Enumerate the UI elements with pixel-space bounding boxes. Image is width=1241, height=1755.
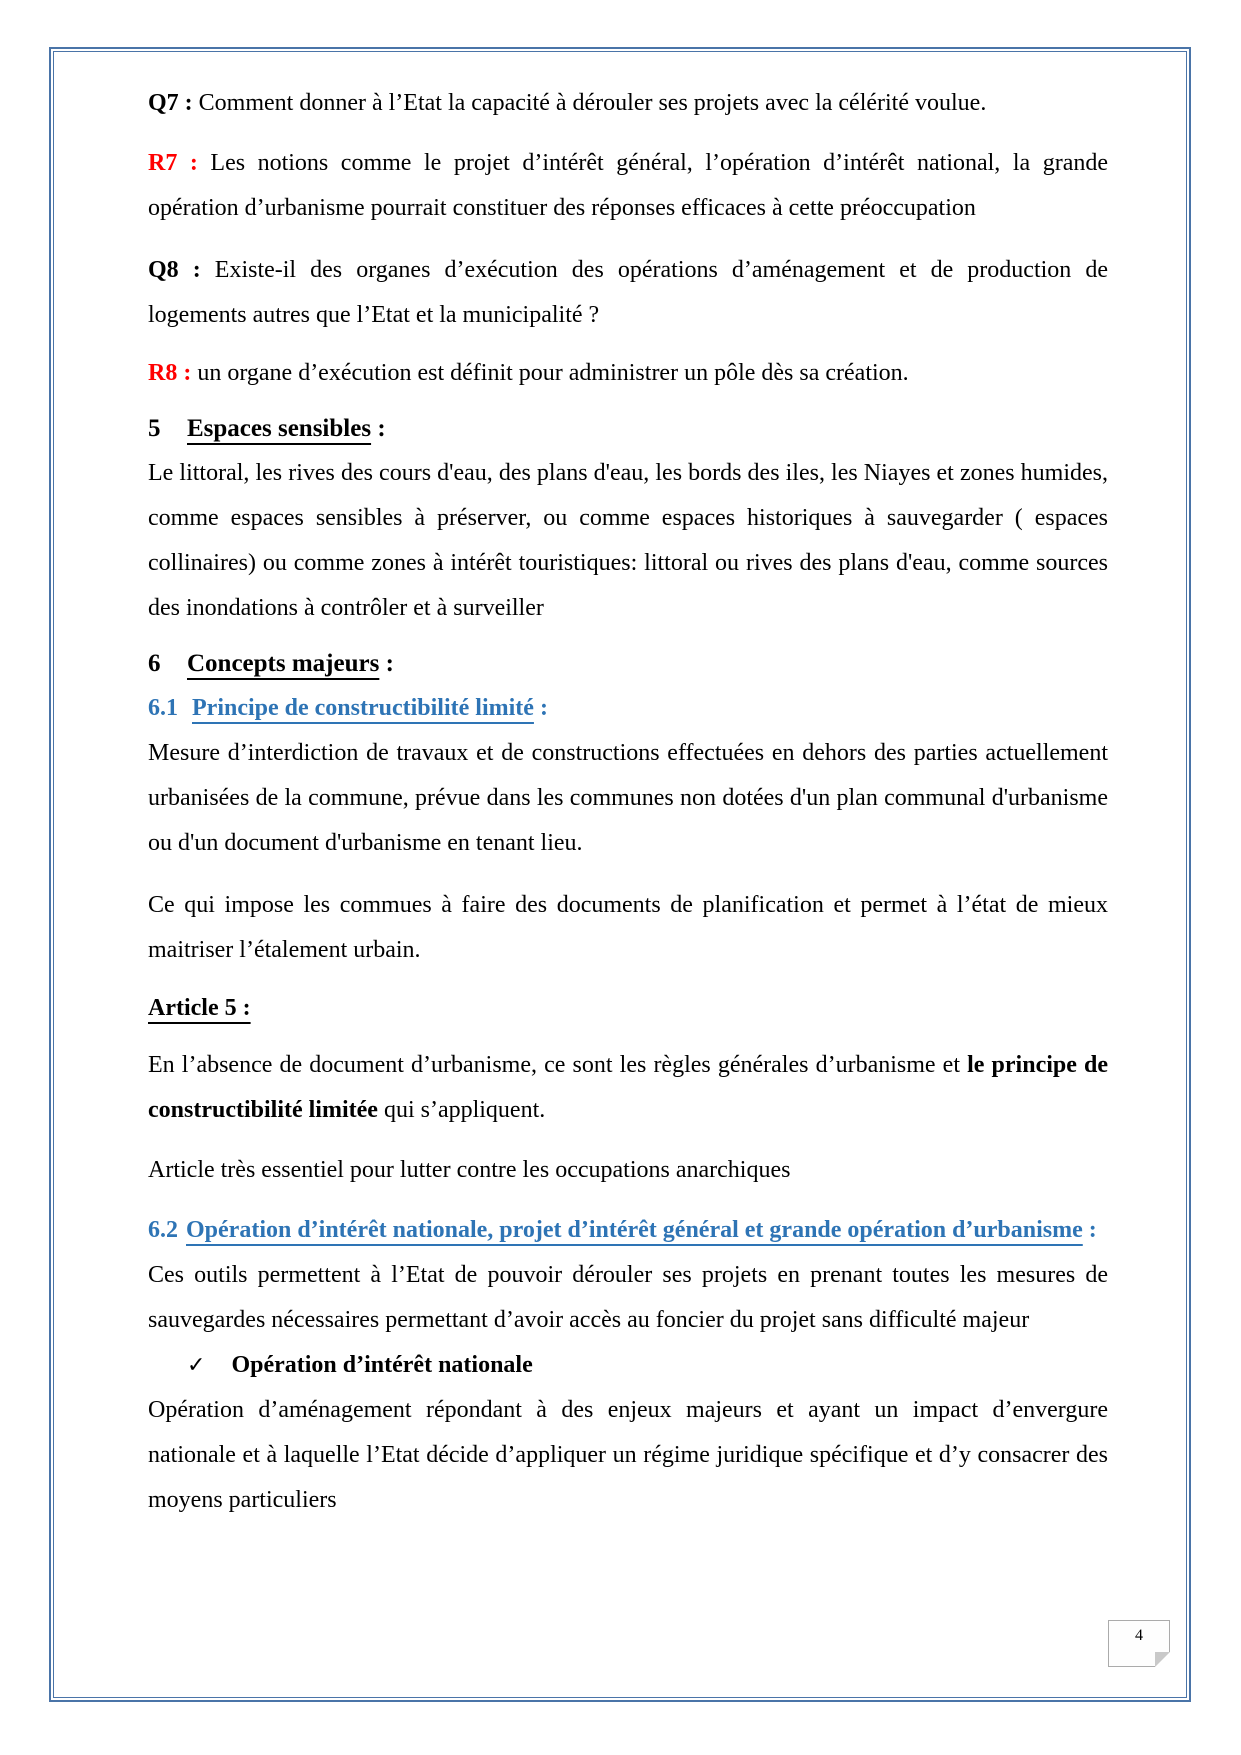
heading-6-1-label: Principe de constructibilité limité	[192, 695, 534, 721]
q8-label: Q8 :	[148, 257, 201, 283]
heading-6-2-label: Opération d’intérêt nationale, projet d’intérêt général et grande opération d’urbanisme	[186, 1217, 1083, 1243]
heading-6-1-colon: :	[533, 695, 548, 721]
article-5-label: Article 5 :	[148, 995, 251, 1021]
qa-r7	[148, 141, 1108, 231]
heading-5-label: Espaces sensibles	[187, 415, 372, 442]
heading-6-colon: :	[379, 650, 394, 677]
r7-label: R7 :	[148, 150, 198, 176]
q7-label: Q7 :	[148, 90, 193, 116]
q8-text: Existe-il des organes d’exécution des opérations d’aménagement et de production de logements autres que l’Etat et la municipalité ?	[148, 257, 1108, 328]
checkmark-icon: ✓	[187, 1353, 206, 1378]
para-operation-amenagement: Opération d’aménagement répondant à des enjeux majeurs et ayant un impact d’envergure nationale et à laquelle l’Etat décide d’appliquer un régime juridique spécifique et d’y consacrer des moyens particuliers	[148, 1397, 1108, 1513]
heading-6-1-number: 6.1	[148, 695, 178, 721]
para-article-5	[148, 1043, 1108, 1133]
check-item-operation	[187, 1343, 1108, 1388]
para-ces-outils: Ces outils permettent à l’Etat de pouvoir dérouler ses projets en prenant toutes les mesures de sauvegardes nécessaires permettant d’avoir accès au foncier du projet sans difficulté majeur	[148, 1262, 1108, 1333]
heading-6-2-number: 6.2	[148, 1217, 178, 1243]
article5-text-pre: En l’absence de document d’urbanisme, ce sont les règles générales d’urbanisme et	[148, 1052, 968, 1078]
r8-text: un organe d’exécution est définit pour administrer un pôle dès sa création.	[191, 360, 909, 386]
heading-6-1	[148, 686, 1108, 731]
article5-text-post: qui s’appliquent.	[377, 1097, 546, 1123]
page-number-box	[1108, 1620, 1170, 1667]
document-content	[148, 81, 1108, 1523]
r8-label: R8 :	[148, 360, 192, 386]
para-constructibilite: Mesure d’interdiction de travaux et de constructions effectuées en dehors des parties actuellement urbanisées de la commune, prévue dans les communes non dotées d'un plan communal d'urbanisme ou d'un document d'urbanisme en tenant lieu.	[148, 740, 1108, 856]
heading-6-2	[148, 1208, 1108, 1253]
r7-text: Les notions comme le projet d’intérêt général, l’opération d’intérêt national, la grande opération d’urbanisme pourrait constituer des réponses efficaces à cette préoccupation	[148, 150, 1108, 221]
qa-r8	[148, 351, 1108, 396]
q7-text: Comment donner à l’Etat la capacité à dérouler ses projets avec la célérité voulue.	[192, 90, 987, 116]
heading-6-2-colon: :	[1082, 1217, 1097, 1243]
para-article-essentiel: Article très essentiel pour lutter contre les occupations anarchiques	[148, 1157, 791, 1183]
heading-article-5	[148, 986, 1108, 1031]
page-corner-fold-icon	[1155, 1652, 1170, 1667]
qa-q8	[148, 248, 1108, 338]
heading-espaces-sensibles	[148, 406, 1108, 451]
para-espaces-sensibles: Le littoral, les rives des cours d'eau, des plans d'eau, les bords des iles, les Niayes et zones humides, comme espaces sensibles à préserver, ou comme espaces historiques à sauvegarder ( espaces collinaires) ou comme zones à intérêt touristiques: littoral ou rives des plans d'eau, comme sources des inondations à contrôler et à surveiller	[148, 460, 1108, 621]
page-number: 4	[1135, 1627, 1143, 1644]
check-item-label: Opération d’intérêt nationale	[231, 1352, 533, 1378]
heading-6-label: Concepts majeurs	[187, 650, 380, 677]
para-ce-qui-impose: Ce qui impose les commues à faire des documents de planification et permet à l’état de mieux maitriser l’étalement urbain.	[148, 892, 1108, 963]
qa-q7	[148, 81, 1108, 126]
heading-5-number: 5	[148, 415, 161, 442]
article5-text-bold: le principe de constructibilité limitée	[148, 1052, 1108, 1123]
heading-concepts-majeurs	[148, 641, 1108, 686]
heading-6-number: 6	[148, 650, 161, 677]
heading-5-colon: :	[371, 415, 386, 442]
